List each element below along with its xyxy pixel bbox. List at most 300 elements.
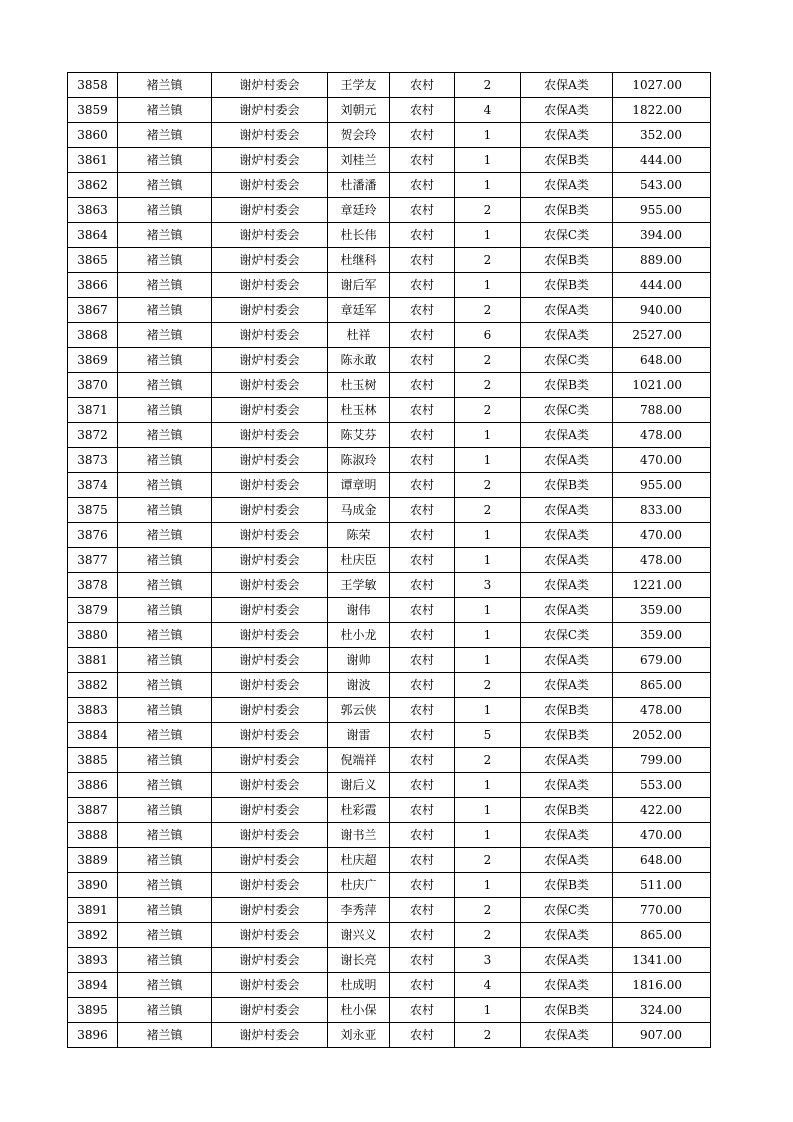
cell-insurance-category: 农保C类	[521, 398, 613, 423]
cell-name: 谢后军	[328, 273, 390, 298]
cell-household-size: 3	[455, 573, 521, 598]
table-row	[68, 348, 711, 373]
cell-village-committee: 谢炉村委会	[212, 798, 328, 823]
cell-area-type: 农村	[390, 73, 455, 98]
cell-town: 褚兰镇	[118, 223, 212, 248]
cell-amount: 352.00	[613, 123, 711, 148]
cell-row-number: 3868	[68, 323, 118, 348]
cell-row-number: 3875	[68, 498, 118, 523]
cell-name: 郭云侠	[328, 698, 390, 723]
table-row	[68, 73, 711, 98]
cell-area-type: 农村	[390, 223, 455, 248]
cell-insurance-category: 农保C类	[521, 223, 613, 248]
cell-town: 褚兰镇	[118, 623, 212, 648]
cell-area-type: 农村	[390, 773, 455, 798]
cell-amount: 359.00	[613, 623, 711, 648]
cell-amount: 478.00	[613, 698, 711, 723]
table-row	[68, 623, 711, 648]
table-row	[68, 298, 711, 323]
cell-household-size: 1	[455, 798, 521, 823]
cell-household-size: 2	[455, 373, 521, 398]
cell-amount: 444.00	[613, 148, 711, 173]
table-row	[68, 498, 711, 523]
cell-area-type: 农村	[390, 898, 455, 923]
cell-name: 谢后义	[328, 773, 390, 798]
table-row	[68, 373, 711, 398]
cell-household-size: 1	[455, 423, 521, 448]
cell-town: 褚兰镇	[118, 448, 212, 473]
cell-village-committee: 谢炉村委会	[212, 223, 328, 248]
cell-insurance-category: 农保B类	[521, 473, 613, 498]
cell-insurance-category: 农保A类	[521, 548, 613, 573]
cell-area-type: 农村	[390, 923, 455, 948]
cell-name: 陈荣	[328, 523, 390, 548]
table-row	[68, 698, 711, 723]
cell-insurance-category: 农保B类	[521, 198, 613, 223]
cell-area-type: 农村	[390, 473, 455, 498]
cell-insurance-category: 农保A类	[521, 298, 613, 323]
cell-row-number: 3866	[68, 273, 118, 298]
table-row	[68, 748, 711, 773]
cell-amount: 2052.00	[613, 723, 711, 748]
cell-village-committee: 谢炉村委会	[212, 123, 328, 148]
cell-amount: 470.00	[613, 523, 711, 548]
cell-name: 章廷玲	[328, 198, 390, 223]
cell-insurance-category: 农保A类	[521, 848, 613, 873]
cell-town: 褚兰镇	[118, 273, 212, 298]
cell-village-committee: 谢炉村委会	[212, 898, 328, 923]
cell-name: 倪端祥	[328, 748, 390, 773]
cell-village-committee: 谢炉村委会	[212, 948, 328, 973]
cell-area-type: 农村	[390, 723, 455, 748]
cell-name: 杜潘潘	[328, 173, 390, 198]
cell-household-size: 1	[455, 998, 521, 1023]
cell-row-number: 3890	[68, 873, 118, 898]
cell-insurance-category: 农保B类	[521, 798, 613, 823]
table-row	[68, 248, 711, 273]
cell-row-number: 3892	[68, 923, 118, 948]
table-row	[68, 998, 711, 1023]
cell-amount: 770.00	[613, 898, 711, 923]
cell-area-type: 农村	[390, 298, 455, 323]
cell-household-size: 4	[455, 98, 521, 123]
cell-insurance-category: 农保A类	[521, 173, 613, 198]
cell-area-type: 农村	[390, 273, 455, 298]
cell-amount: 679.00	[613, 648, 711, 673]
cell-row-number: 3883	[68, 698, 118, 723]
cell-area-type: 农村	[390, 248, 455, 273]
cell-town: 褚兰镇	[118, 948, 212, 973]
cell-household-size: 2	[455, 398, 521, 423]
cell-household-size: 5	[455, 723, 521, 748]
cell-row-number: 3862	[68, 173, 118, 198]
cell-name: 谢兴义	[328, 923, 390, 948]
table-row	[68, 648, 711, 673]
cell-town: 褚兰镇	[118, 348, 212, 373]
cell-area-type: 农村	[390, 423, 455, 448]
cell-town: 褚兰镇	[118, 598, 212, 623]
cell-town: 褚兰镇	[118, 923, 212, 948]
cell-town: 褚兰镇	[118, 548, 212, 573]
cell-row-number: 3865	[68, 248, 118, 273]
cell-village-committee: 谢炉村委会	[212, 723, 328, 748]
cell-household-size: 1	[455, 598, 521, 623]
cell-village-committee: 谢炉村委会	[212, 548, 328, 573]
cell-insurance-category: 农保A类	[521, 773, 613, 798]
cell-village-committee: 谢炉村委会	[212, 498, 328, 523]
cell-amount: 511.00	[613, 873, 711, 898]
cell-row-number: 3874	[68, 473, 118, 498]
cell-town: 褚兰镇	[118, 648, 212, 673]
cell-row-number: 3877	[68, 548, 118, 573]
cell-row-number: 3870	[68, 373, 118, 398]
cell-row-number: 3869	[68, 348, 118, 373]
cell-village-committee: 谢炉村委会	[212, 373, 328, 398]
cell-amount: 940.00	[613, 298, 711, 323]
cell-town: 褚兰镇	[118, 298, 212, 323]
cell-insurance-category: 农保B类	[521, 723, 613, 748]
table-body	[68, 73, 711, 1048]
cell-name: 李秀萍	[328, 898, 390, 923]
table-row	[68, 598, 711, 623]
table-row	[68, 773, 711, 798]
table-row	[68, 148, 711, 173]
cell-row-number: 3881	[68, 648, 118, 673]
cell-town: 褚兰镇	[118, 698, 212, 723]
cell-row-number: 3858	[68, 73, 118, 98]
cell-amount: 907.00	[613, 1023, 711, 1048]
cell-area-type: 农村	[390, 523, 455, 548]
cell-area-type: 农村	[390, 948, 455, 973]
cell-insurance-category: 农保A类	[521, 73, 613, 98]
cell-town: 褚兰镇	[118, 973, 212, 998]
cell-household-size: 2	[455, 198, 521, 223]
cell-area-type: 农村	[390, 373, 455, 398]
table-row	[68, 1023, 711, 1048]
cell-name: 陈永敢	[328, 348, 390, 373]
cell-name: 杜祥	[328, 323, 390, 348]
table-row	[68, 798, 711, 823]
cell-row-number: 3879	[68, 598, 118, 623]
cell-village-committee: 谢炉村委会	[212, 873, 328, 898]
cell-household-size: 1	[455, 223, 521, 248]
cell-row-number: 3872	[68, 423, 118, 448]
cell-row-number: 3885	[68, 748, 118, 773]
table-row	[68, 573, 711, 598]
cell-amount: 478.00	[613, 548, 711, 573]
cell-row-number: 3891	[68, 898, 118, 923]
cell-village-committee: 谢炉村委会	[212, 673, 328, 698]
cell-amount: 1027.00	[613, 73, 711, 98]
cell-town: 褚兰镇	[118, 498, 212, 523]
cell-amount: 1816.00	[613, 973, 711, 998]
cell-area-type: 农村	[390, 98, 455, 123]
cell-town: 褚兰镇	[118, 898, 212, 923]
cell-area-type: 农村	[390, 1023, 455, 1048]
cell-name: 杜小龙	[328, 623, 390, 648]
cell-household-size: 2	[455, 923, 521, 948]
cell-area-type: 农村	[390, 198, 455, 223]
cell-town: 褚兰镇	[118, 673, 212, 698]
cell-row-number: 3895	[68, 998, 118, 1023]
cell-village-committee: 谢炉村委会	[212, 248, 328, 273]
table-row	[68, 223, 711, 248]
cell-household-size: 1	[455, 548, 521, 573]
cell-row-number: 3873	[68, 448, 118, 473]
cell-name: 谢长亮	[328, 948, 390, 973]
cell-amount: 1021.00	[613, 373, 711, 398]
cell-village-committee: 谢炉村委会	[212, 173, 328, 198]
cell-name: 杜玉树	[328, 373, 390, 398]
cell-amount: 1822.00	[613, 98, 711, 123]
cell-village-committee: 谢炉村委会	[212, 448, 328, 473]
cell-village-committee: 谢炉村委会	[212, 198, 328, 223]
cell-row-number: 3880	[68, 623, 118, 648]
cell-row-number: 3893	[68, 948, 118, 973]
cell-row-number: 3876	[68, 523, 118, 548]
cell-name: 杜庆臣	[328, 548, 390, 573]
cell-name: 陈艾芬	[328, 423, 390, 448]
table-row	[68, 398, 711, 423]
cell-village-committee: 谢炉村委会	[212, 648, 328, 673]
cell-insurance-category: 农保C类	[521, 898, 613, 923]
cell-name: 陈淑玲	[328, 448, 390, 473]
cell-village-committee: 谢炉村委会	[212, 473, 328, 498]
cell-household-size: 2	[455, 298, 521, 323]
cell-area-type: 农村	[390, 323, 455, 348]
cell-name: 贺会玲	[328, 123, 390, 148]
cell-amount: 478.00	[613, 423, 711, 448]
cell-area-type: 农村	[390, 573, 455, 598]
cell-household-size: 1	[455, 123, 521, 148]
cell-amount: 543.00	[613, 173, 711, 198]
cell-household-size: 2	[455, 498, 521, 523]
cell-village-committee: 谢炉村委会	[212, 773, 328, 798]
cell-name: 杜继科	[328, 248, 390, 273]
cell-household-size: 2	[455, 848, 521, 873]
cell-row-number: 3882	[68, 673, 118, 698]
cell-area-type: 农村	[390, 673, 455, 698]
cell-town: 褚兰镇	[118, 723, 212, 748]
cell-town: 褚兰镇	[118, 773, 212, 798]
cell-name: 王学友	[328, 73, 390, 98]
cell-village-committee: 谢炉村委会	[212, 573, 328, 598]
table-row	[68, 948, 711, 973]
cell-name: 杜小保	[328, 998, 390, 1023]
cell-village-committee: 谢炉村委会	[212, 623, 328, 648]
table-row	[68, 448, 711, 473]
cell-household-size: 6	[455, 323, 521, 348]
cell-name: 刘朝元	[328, 98, 390, 123]
cell-area-type: 农村	[390, 748, 455, 773]
cell-amount: 889.00	[613, 248, 711, 273]
cell-area-type: 农村	[390, 973, 455, 998]
cell-insurance-category: 农保A类	[521, 923, 613, 948]
cell-insurance-category: 农保B类	[521, 373, 613, 398]
cell-row-number: 3867	[68, 298, 118, 323]
cell-amount: 394.00	[613, 223, 711, 248]
table-row	[68, 123, 711, 148]
cell-household-size: 1	[455, 648, 521, 673]
cell-area-type: 农村	[390, 448, 455, 473]
cell-town: 褚兰镇	[118, 848, 212, 873]
cell-insurance-category: 农保A类	[521, 973, 613, 998]
cell-village-committee: 谢炉村委会	[212, 1023, 328, 1048]
cell-insurance-category: 农保B类	[521, 273, 613, 298]
cell-amount: 1341.00	[613, 948, 711, 973]
cell-area-type: 农村	[390, 173, 455, 198]
cell-insurance-category: 农保A类	[521, 423, 613, 448]
cell-town: 褚兰镇	[118, 98, 212, 123]
cell-amount: 553.00	[613, 773, 711, 798]
cell-area-type: 农村	[390, 498, 455, 523]
cell-town: 褚兰镇	[118, 823, 212, 848]
cell-name: 谭章明	[328, 473, 390, 498]
cell-insurance-category: 农保A类	[521, 523, 613, 548]
cell-amount: 648.00	[613, 848, 711, 873]
cell-insurance-category: 农保A类	[521, 448, 613, 473]
cell-area-type: 农村	[390, 398, 455, 423]
cell-village-committee: 谢炉村委会	[212, 523, 328, 548]
cell-row-number: 3871	[68, 398, 118, 423]
cell-household-size: 2	[455, 473, 521, 498]
cell-row-number: 3863	[68, 198, 118, 223]
cell-name: 章廷军	[328, 298, 390, 323]
cell-insurance-category: 农保A类	[521, 823, 613, 848]
cell-village-committee: 谢炉村委会	[212, 848, 328, 873]
cell-amount: 955.00	[613, 473, 711, 498]
cell-amount: 422.00	[613, 798, 711, 823]
cell-amount: 2527.00	[613, 323, 711, 348]
cell-insurance-category: 农保A类	[521, 648, 613, 673]
cell-amount: 865.00	[613, 673, 711, 698]
cell-name: 杜玉林	[328, 398, 390, 423]
cell-village-committee: 谢炉村委会	[212, 423, 328, 448]
cell-row-number: 3889	[68, 848, 118, 873]
cell-row-number: 3878	[68, 573, 118, 598]
cell-row-number: 3860	[68, 123, 118, 148]
table-row	[68, 923, 711, 948]
table-row	[68, 198, 711, 223]
table-row	[68, 823, 711, 848]
cell-household-size: 2	[455, 348, 521, 373]
cell-insurance-category: 农保B类	[521, 873, 613, 898]
cell-village-committee: 谢炉村委会	[212, 598, 328, 623]
cell-row-number: 3887	[68, 798, 118, 823]
cell-insurance-category: 农保A类	[521, 573, 613, 598]
cell-amount: 833.00	[613, 498, 711, 523]
table-row	[68, 723, 711, 748]
table-row	[68, 548, 711, 573]
cell-household-size: 2	[455, 748, 521, 773]
cell-insurance-category: 农保C类	[521, 623, 613, 648]
cell-name: 谢伟	[328, 598, 390, 623]
table-row	[68, 873, 711, 898]
cell-town: 褚兰镇	[118, 73, 212, 98]
cell-area-type: 农村	[390, 823, 455, 848]
cell-amount: 444.00	[613, 273, 711, 298]
cell-village-committee: 谢炉村委会	[212, 148, 328, 173]
cell-household-size: 1	[455, 173, 521, 198]
cell-amount: 799.00	[613, 748, 711, 773]
cell-row-number: 3861	[68, 148, 118, 173]
cell-amount: 1221.00	[613, 573, 711, 598]
cell-household-size: 1	[455, 148, 521, 173]
cell-row-number: 3859	[68, 98, 118, 123]
cell-village-committee: 谢炉村委会	[212, 98, 328, 123]
cell-household-size: 2	[455, 898, 521, 923]
cell-household-size: 3	[455, 948, 521, 973]
cell-household-size: 1	[455, 623, 521, 648]
cell-insurance-category: 农保A类	[521, 598, 613, 623]
cell-row-number: 3894	[68, 973, 118, 998]
cell-household-size: 1	[455, 523, 521, 548]
cell-name: 谢书兰	[328, 823, 390, 848]
cell-amount: 324.00	[613, 998, 711, 1023]
table-row	[68, 98, 711, 123]
cell-household-size: 2	[455, 673, 521, 698]
cell-town: 褚兰镇	[118, 323, 212, 348]
cell-town: 褚兰镇	[118, 398, 212, 423]
cell-insurance-category: 农保A类	[521, 323, 613, 348]
cell-town: 褚兰镇	[118, 998, 212, 1023]
cell-name: 刘桂兰	[328, 148, 390, 173]
cell-village-committee: 谢炉村委会	[212, 998, 328, 1023]
cell-town: 褚兰镇	[118, 573, 212, 598]
cell-area-type: 农村	[390, 348, 455, 373]
cell-village-committee: 谢炉村委会	[212, 323, 328, 348]
table-row	[68, 473, 711, 498]
cell-household-size: 2	[455, 248, 521, 273]
cell-amount: 470.00	[613, 823, 711, 848]
cell-amount: 648.00	[613, 348, 711, 373]
cell-village-committee: 谢炉村委会	[212, 73, 328, 98]
cell-household-size: 1	[455, 448, 521, 473]
cell-amount: 788.00	[613, 398, 711, 423]
cell-name: 王学敏	[328, 573, 390, 598]
cell-town: 褚兰镇	[118, 748, 212, 773]
cell-amount: 470.00	[613, 448, 711, 473]
cell-insurance-category: 农保A类	[521, 1023, 613, 1048]
cell-village-committee: 谢炉村委会	[212, 398, 328, 423]
cell-village-committee: 谢炉村委会	[212, 923, 328, 948]
assistance-table	[67, 72, 711, 1048]
cell-household-size: 2	[455, 1023, 521, 1048]
cell-area-type: 农村	[390, 123, 455, 148]
table-row	[68, 323, 711, 348]
cell-insurance-category: 农保A类	[521, 498, 613, 523]
cell-town: 褚兰镇	[118, 1023, 212, 1048]
cell-insurance-category: 农保B类	[521, 148, 613, 173]
cell-insurance-category: 农保B类	[521, 698, 613, 723]
cell-town: 褚兰镇	[118, 373, 212, 398]
cell-village-committee: 谢炉村委会	[212, 273, 328, 298]
cell-insurance-category: 农保A类	[521, 123, 613, 148]
cell-row-number: 3884	[68, 723, 118, 748]
cell-amount: 359.00	[613, 598, 711, 623]
cell-town: 褚兰镇	[118, 248, 212, 273]
cell-name: 谢波	[328, 673, 390, 698]
table-row	[68, 898, 711, 923]
cell-town: 褚兰镇	[118, 423, 212, 448]
cell-name: 杜长伟	[328, 223, 390, 248]
cell-household-size: 1	[455, 773, 521, 798]
cell-name: 杜庆广	[328, 873, 390, 898]
cell-row-number: 3864	[68, 223, 118, 248]
cell-village-committee: 谢炉村委会	[212, 348, 328, 373]
cell-name: 马成金	[328, 498, 390, 523]
cell-amount: 955.00	[613, 198, 711, 223]
